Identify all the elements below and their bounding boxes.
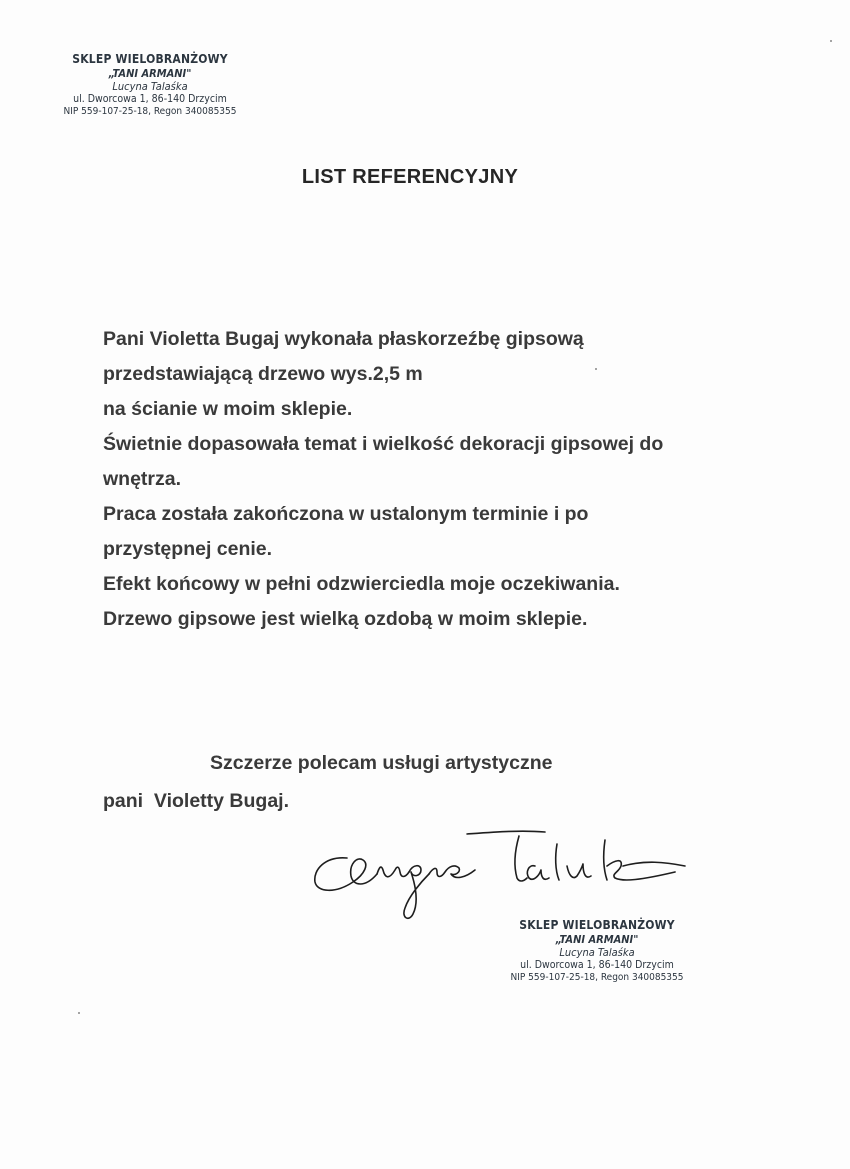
body-line: Praca została zakończona w ustalonym terminie i po [103,503,589,525]
body-line: Drzewo gipsowe jest wielką ozdobą w moim sklepie. [103,608,588,630]
company-stamp-bottom [497,918,697,984]
handwritten-signature [305,820,715,930]
scan-speck [595,368,597,370]
stamp-owner-name: Lucyna Talaśka [559,946,635,960]
document-title: LIST REFERENCYJNY [301,166,519,188]
stamp-brand-name: „TANI ARMANI" [555,932,639,946]
stamp-address: ul. Dworcowa 1, 86-140 Drzycim [73,93,227,106]
body-line: wnętrza. [103,468,182,490]
body-line: Świetnie dopasowała temat i wielkość dekoracji gipsowej do [103,433,664,455]
stamp-tax-ids: NIP 559-107-25-18, Regon 340085355 [510,972,684,984]
scan-speck [78,1012,80,1014]
stamp-company-name: SKLEP WIELOBRANŻOWY [519,918,675,932]
body-line: przystępnej cenie. [103,538,273,560]
scan-speck [830,40,832,42]
company-stamp-top [50,52,250,118]
body-line: na ścianie w moim sklepie. [103,398,353,420]
stamp-address: ul. Dworcowa 1, 86-140 Drzycim [520,959,674,972]
stamp-brand-name: „TANI ARMANI" [108,66,192,80]
body-line: Pani Violetta Bugaj wykonała płaskorzeźbę gipsową [103,328,584,350]
stamp-tax-ids: NIP 559-107-25-18, Regon 340085355 [63,106,237,118]
body-line: Efekt końcowy w pełni odzwierciedla moje oczekiwania. [103,573,620,595]
body-line: przedstawiającą drzewo wys.2,5 m [103,363,423,385]
letter-body [103,322,803,637]
stamp-company-name: SKLEP WIELOBRANŻOWY [72,52,228,66]
stamp-owner-name: Lucyna Talaśka [112,80,188,94]
recommendation-name-line: pani Violetty Bugaj. [103,790,290,812]
recommendation-line: Szczerze polecam usługi artystyczne [210,752,553,774]
